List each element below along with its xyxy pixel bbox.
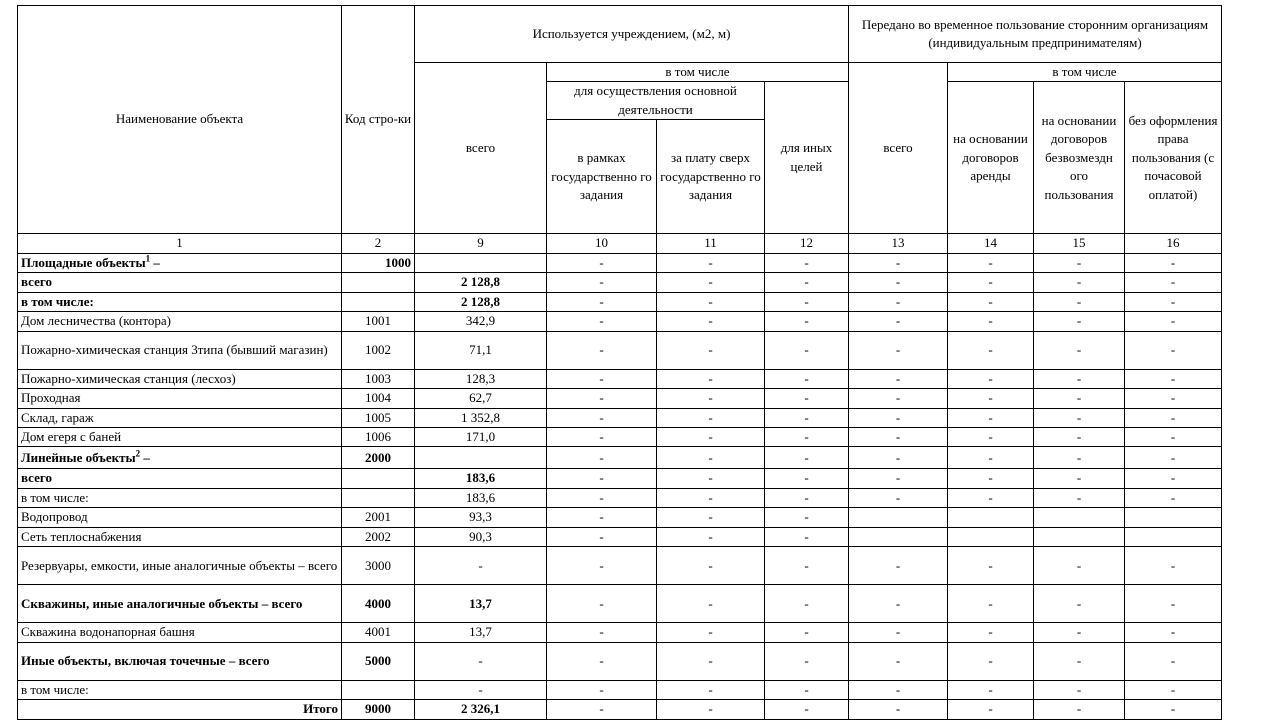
row-c11: - [657,680,765,699]
col-number: 14 [948,234,1034,253]
row-c12: - [765,488,849,507]
row-c14: - [948,488,1034,507]
row-code: 1004 [342,389,415,408]
row-c13: - [849,369,948,388]
row-c14: - [948,447,1034,469]
header-used-group: Используется учреждением, (м2, м) [415,6,849,63]
table-row [18,253,1222,272]
row-name: Резервуары, емкости, иные аналогичные объекты – всего [18,547,342,585]
row-c15: - [1034,447,1125,469]
row-c10: - [547,469,657,488]
footnote-mark: 1 [145,253,151,264]
row-c15: - [1034,408,1125,427]
row-total [415,253,547,272]
row-name: Скважины, иные аналогичные объекты – всего [18,585,342,623]
row-name-suffix: – [140,449,150,465]
table-row [18,488,1222,507]
row-c11: - [657,408,765,427]
row-c13: - [849,469,948,488]
col-number: 12 [765,234,849,253]
row-name: Сеть теплоснабжения [18,527,342,546]
row-c13: - [849,585,948,623]
row-c13: - [849,389,948,408]
row-c14 [948,527,1034,546]
row-c11: - [657,331,765,369]
header-used-including: в том числе [547,63,849,82]
row-c10: - [547,623,657,642]
row-c14: - [948,469,1034,488]
row-name: Пожарно-химическая станция (лесхоз) [18,369,342,388]
col-number: 11 [657,234,765,253]
row-c16: - [1125,331,1222,369]
row-total: - [415,680,547,699]
row-c16: - [1125,253,1222,272]
row-c14: - [948,642,1034,680]
row-c15: - [1034,700,1125,719]
row-c10: - [547,369,657,388]
row-c15: - [1034,680,1125,699]
row-code [342,469,415,488]
row-c10: - [547,273,657,292]
row-code: 1003 [342,369,415,388]
table-row [18,469,1222,488]
row-c10: - [547,427,657,446]
row-c14: - [948,312,1034,331]
row-code: 1000 [342,253,415,272]
row-c16: - [1125,447,1222,469]
row-code: 3000 [342,547,415,585]
row-c10: - [547,585,657,623]
row-total: 62,7 [415,389,547,408]
col-number: 2 [342,234,415,253]
table-row [18,642,1222,680]
row-c15: - [1034,312,1125,331]
row-c13: - [849,427,948,446]
row-total: 2 326,1 [415,700,547,719]
row-c13: - [849,292,948,311]
row-c16: - [1125,585,1222,623]
row-name [18,447,342,469]
table-row [18,585,1222,623]
row-c11: - [657,253,765,272]
row-total: 183,6 [415,469,547,488]
row-code: 4001 [342,623,415,642]
row-c13: - [849,447,948,469]
row-c16 [1125,527,1222,546]
row-c15 [1034,527,1125,546]
row-c13: - [849,642,948,680]
column-number-row [18,234,1222,253]
table-row [18,447,1222,469]
row-c12: - [765,469,849,488]
row-c10: - [547,389,657,408]
row-code: 2001 [342,508,415,527]
table-row [18,680,1222,699]
row-c11: - [657,447,765,469]
row-c15: - [1034,488,1125,507]
row-c12: - [765,273,849,292]
row-c13: - [849,312,948,331]
row-c11: - [657,585,765,623]
header-no-right: без оформления права пользования (с почасовой оплатой) [1125,82,1222,234]
report-sheet [17,5,1222,720]
row-c16: - [1125,547,1222,585]
row-c14: - [948,585,1034,623]
row-c12: - [765,623,849,642]
row-c11: - [657,273,765,292]
table-row [18,427,1222,446]
row-c15: - [1034,253,1125,272]
table-row [18,547,1222,585]
row-c16 [1125,508,1222,527]
row-c13: - [849,547,948,585]
row-name: Водопровод [18,508,342,527]
row-c15: - [1034,331,1125,369]
row-c15: - [1034,547,1125,585]
row-c13 [849,527,948,546]
table-row [18,273,1222,292]
row-total: 90,3 [415,527,547,546]
row-c16: - [1125,292,1222,311]
row-name: всего [18,273,342,292]
row-total: 13,7 [415,585,547,623]
row-c12: - [765,253,849,272]
row-c15: - [1034,585,1125,623]
row-c11: - [657,312,765,331]
header-name: Наименование объекта [18,6,342,234]
row-c12: - [765,408,849,427]
header-transferred-group: Передано во временное пользование сторонним организациям (индивидуальным предпринимателям) [849,6,1222,63]
row-code: 4000 [342,585,415,623]
table-row [18,369,1222,388]
row-name: Проходная [18,389,342,408]
row-c10: - [547,488,657,507]
row-code: 1001 [342,312,415,331]
row-c10: - [547,331,657,369]
row-c12: - [765,447,849,469]
row-name-text: Площадные объекты [21,254,146,270]
row-name [18,253,342,272]
row-c14: - [948,389,1034,408]
row-total: 342,9 [415,312,547,331]
row-c16: - [1125,312,1222,331]
row-c14: - [948,700,1034,719]
row-c10: - [547,547,657,585]
row-c11: - [657,508,765,527]
row-code: 1002 [342,331,415,369]
row-c13 [849,508,948,527]
row-c10: - [547,447,657,469]
row-name: Склад, гараж [18,408,342,427]
row-c11: - [657,547,765,585]
row-total: 171,0 [415,427,547,446]
row-c11: - [657,623,765,642]
table-row-total [18,700,1222,719]
row-c10: - [547,642,657,680]
row-code: 5000 [342,642,415,680]
row-name: Дом егеря с баней [18,427,342,446]
row-c12: - [765,292,849,311]
header-transferred-total: всего [849,63,948,234]
row-total: 71,1 [415,331,547,369]
table-row [18,623,1222,642]
row-c11: - [657,642,765,680]
row-c15: - [1034,389,1125,408]
row-name: Скважина водонапорная башня [18,623,342,642]
header-other-purposes: для иных целей [765,82,849,234]
row-c10: - [547,527,657,546]
col-number: 9 [415,234,547,253]
header-lease: на основании договоров аренды [948,82,1034,234]
col-number: 15 [1034,234,1125,253]
row-c16: - [1125,680,1222,699]
row-c11: - [657,369,765,388]
row-c13: - [849,253,948,272]
row-total: 128,3 [415,369,547,388]
row-c13: - [849,680,948,699]
header-above-task: за плату сверх государственно го задания [657,120,765,234]
row-c15: - [1034,427,1125,446]
row-c13: - [849,488,948,507]
row-c14 [948,508,1034,527]
row-c12: - [765,585,849,623]
row-code: 1006 [342,427,415,446]
row-c12: - [765,427,849,446]
row-code [342,488,415,507]
footnote-mark: 2 [135,448,141,459]
row-name: всего [18,469,342,488]
row-c16: - [1125,389,1222,408]
row-c12: - [765,527,849,546]
table-row [18,331,1222,369]
row-c16: - [1125,623,1222,642]
row-code: 2000 [342,447,415,469]
table-row [18,312,1222,331]
table-row [18,408,1222,427]
row-total: - [415,642,547,680]
col-number: 13 [849,234,948,253]
col-number: 10 [547,234,657,253]
objects-table [17,5,1222,720]
row-code [342,273,415,292]
row-name-suffix: – [150,254,160,270]
row-c15: - [1034,642,1125,680]
row-c12: - [765,680,849,699]
row-c14: - [948,680,1034,699]
row-c14: - [948,623,1034,642]
row-c11: - [657,527,765,546]
row-c12: - [765,312,849,331]
row-code: 2002 [342,527,415,546]
row-c12: - [765,389,849,408]
table-row [18,389,1222,408]
row-c14: - [948,427,1034,446]
row-c11: - [657,469,765,488]
row-c14: - [948,369,1034,388]
row-c11: - [657,488,765,507]
row-total: 2 128,8 [415,292,547,311]
table-row [18,527,1222,546]
row-c15: - [1034,292,1125,311]
row-c11: - [657,292,765,311]
row-c11: - [657,700,765,719]
row-c12: - [765,369,849,388]
col-number: 16 [1125,234,1222,253]
row-c15: - [1034,623,1125,642]
row-c12: - [765,547,849,585]
row-c11: - [657,427,765,446]
row-name: в том числе: [18,292,342,311]
header-free-use: на основании договоров безвозмездн ого пользования [1034,82,1125,234]
row-c12: - [765,508,849,527]
table-row [18,292,1222,311]
row-name: Пожарно-химическая станция 3типа (бывший магазин) [18,331,342,369]
row-total: 13,7 [415,623,547,642]
row-total: 1 352,8 [415,408,547,427]
row-name: в том числе: [18,488,342,507]
row-name: в том числе: [18,680,342,699]
row-c16: - [1125,427,1222,446]
row-c12: - [765,700,849,719]
row-code [342,292,415,311]
row-c14: - [948,292,1034,311]
row-code: 9000 [342,700,415,719]
row-c11: - [657,389,765,408]
row-c16: - [1125,642,1222,680]
row-code: 1005 [342,408,415,427]
row-c15: - [1034,273,1125,292]
row-c10: - [547,680,657,699]
row-c12: - [765,331,849,369]
header-used-total: всего [415,63,547,234]
row-c10: - [547,253,657,272]
row-c16: - [1125,273,1222,292]
row-c14: - [948,547,1034,585]
row-c15: - [1034,469,1125,488]
col-number: 1 [18,234,342,253]
row-c10: - [547,508,657,527]
row-name: Иные объекты, включая точечные – всего [18,642,342,680]
row-c14: - [948,273,1034,292]
row-code [342,680,415,699]
row-name: Дом лесничества (конторa) [18,312,342,331]
row-c14: - [948,408,1034,427]
header-code: Код стро-ки [342,6,415,234]
row-c13: - [849,273,948,292]
row-c15 [1034,508,1125,527]
row-total: 2 128,8 [415,273,547,292]
row-c16: - [1125,700,1222,719]
table-row [18,508,1222,527]
row-c16: - [1125,469,1222,488]
header-state-task: в рамках государственно го задания [547,120,657,234]
row-c16: - [1125,369,1222,388]
row-name-text: Линейные объекты [21,449,136,465]
row-total: 93,3 [415,508,547,527]
row-c13: - [849,700,948,719]
row-c13: - [849,623,948,642]
row-c14: - [948,331,1034,369]
row-c13: - [849,408,948,427]
row-c10: - [547,408,657,427]
row-c10: - [547,292,657,311]
row-total: 183,6 [415,488,547,507]
row-c10: - [547,312,657,331]
row-total [415,447,547,469]
row-total: - [415,547,547,585]
row-c15: - [1034,369,1125,388]
row-c12: - [765,642,849,680]
row-c14: - [948,253,1034,272]
row-c13: - [849,331,948,369]
row-c16: - [1125,408,1222,427]
header-core-activity: для осуществления основной деятельности [547,82,765,120]
row-name: Итого [18,700,342,719]
row-c16: - [1125,488,1222,507]
row-c10: - [547,700,657,719]
header-transferred-including: в том числе [948,63,1222,82]
